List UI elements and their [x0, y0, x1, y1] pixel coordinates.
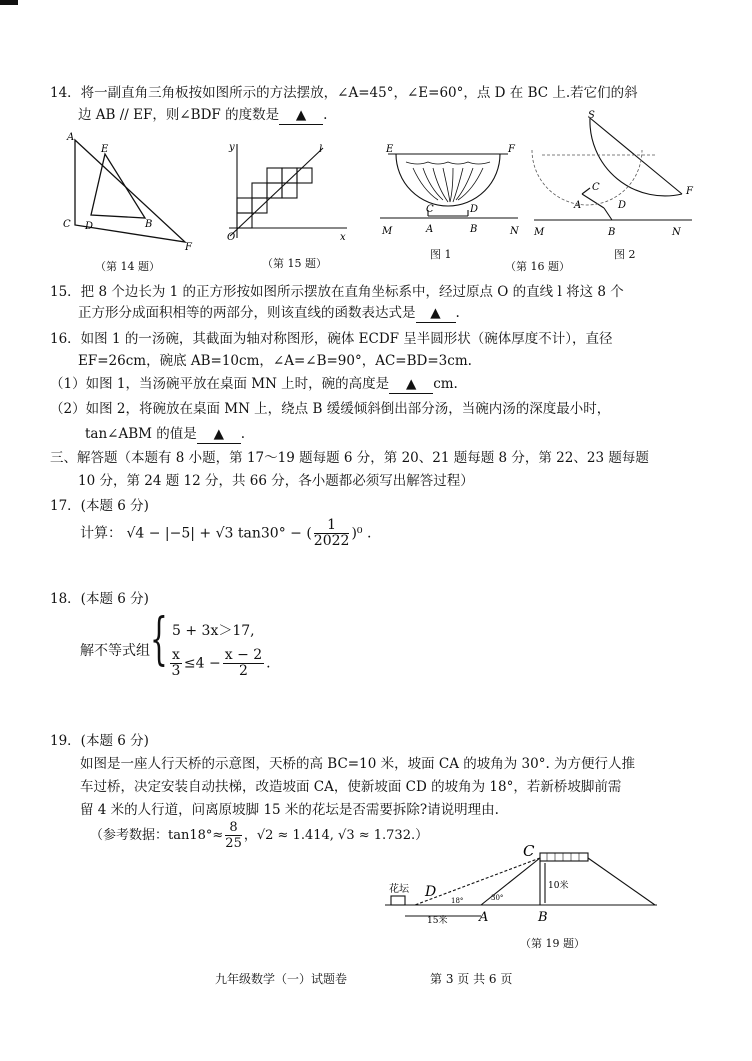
q18-ineq1: 5 + 3x＞17,: [172, 623, 255, 639]
q14-label-B: B: [145, 219, 153, 230]
q17-prefix: 计算：: [80, 525, 122, 542]
q16-line1: 16．如图 1 的一汤碗，其截面为轴对称图形，碗体 ECDF 呈半圆形状（碗体厚度不计），直径: [50, 331, 613, 347]
q16-1-label-N: N: [510, 226, 519, 237]
q16-sub2b-text: tan∠ABM 的值是: [85, 426, 197, 442]
q14-end: .: [323, 107, 328, 123]
q16-sub2-end: .: [240, 426, 246, 442]
q14-label-C: C: [63, 219, 71, 230]
footer-title: 九年级数学（一）试题卷: [215, 972, 348, 986]
q18-mid: ≤4 −: [183, 655, 221, 672]
figure-q14: [55, 130, 205, 255]
q16-sub1-end: cm.: [433, 376, 458, 392]
q19-label-B: B: [538, 910, 548, 925]
q16-2-label-F: F: [686, 186, 693, 197]
q15-label-y: y: [229, 142, 235, 153]
q15-label-l: l: [319, 144, 323, 155]
q19-ref-prefix: （参考数据：tan18°≈: [90, 828, 224, 843]
q14-label-D: D: [85, 221, 94, 232]
q17-fraction: [314, 518, 350, 549]
figure-q16-1: [378, 140, 523, 240]
q16-1-label-C: C: [426, 204, 434, 215]
q18-frac1-num: x: [172, 647, 180, 663]
q17-tail: )⁰ .: [351, 525, 372, 542]
q15-label-x: x: [340, 232, 346, 243]
q19-ref-num: 8: [225, 820, 242, 836]
q19-distance-label: 15米: [427, 916, 448, 926]
q19-head: 19．(本题 6 分): [50, 733, 149, 749]
answer-blank: ▲: [197, 425, 241, 444]
q19-label-D: D: [425, 884, 437, 900]
q19-height-label: 10米: [548, 881, 569, 891]
q16-1-label-D: D: [470, 204, 479, 215]
q19-ref-fraction: [225, 820, 242, 851]
q16-2-label-S: S: [588, 110, 595, 121]
answer-blank: ▲: [279, 106, 323, 125]
q17-expression: [80, 518, 371, 549]
q19-label-flowerbed: 花坛: [389, 884, 409, 895]
q14-line1: 14．将一副直角三角板按如图所示的方法摆放，∠A=45°，∠E=60°，点 D 在 BC 上.若它们的斜: [50, 85, 638, 101]
q18-frac1: [170, 648, 182, 679]
q18-end: .: [266, 655, 271, 672]
q19-caption: （第 19 题）: [520, 937, 585, 950]
q16-2-label-D: D: [618, 200, 627, 211]
q14-label-E: E: [101, 144, 109, 155]
q16-fig1-caption: 图 1: [430, 248, 452, 261]
q19-line3: 留 4 米的人行道，问离原坡脚 15 米的花坛是否需要拆除?请说明理由.: [80, 802, 499, 818]
answer-blank: ▲: [416, 304, 456, 323]
q16-line2: EF=26cm，碗底 AB=10cm，∠A=∠B=90°，AC=BD=3cm.: [78, 353, 472, 369]
section3-line2: 10 分，第 24 题 12 分，共 66 分，各小题都必须写出解答过程）: [78, 473, 474, 489]
q15-end: .: [455, 305, 460, 321]
section3-line1: 三、解答题（本题有 8 小题，第 17～19 题每题 6 分，第 20、21 题每题 8 分，第 22、23 题每题: [50, 450, 649, 466]
corner-mark: [0, 0, 18, 5]
q17-expr: √4 − |−5| + √3 tan30° − (: [126, 525, 312, 542]
q14-label-A: A: [67, 132, 75, 143]
q16-1-label-E: E: [386, 144, 394, 155]
q17-head: 17．(本题 6 分): [50, 498, 149, 514]
q15-line2-text: 正方形分成面积相等的两部分，则该直线的函数表达式是: [78, 305, 416, 321]
q15-caption: （第 15 题）: [262, 257, 327, 270]
q16-2-label-A: A: [574, 200, 582, 211]
q16-sub1: [50, 375, 458, 394]
q16-2-label-M: M: [534, 227, 545, 238]
q16-1-label-F: F: [508, 144, 515, 155]
q18-frac1-den: 3: [171, 663, 181, 679]
figure-q16-2: [532, 110, 702, 240]
q18-frac2-num: x − 2: [224, 647, 263, 663]
q16-sub1-text: （1）如图 1，当汤碗平放在桌面 MN 上时，碗的高度是: [50, 376, 390, 392]
q16-1-label-A: A: [426, 224, 434, 235]
q18-ineq2: [168, 648, 271, 679]
q16-sub2b: [85, 425, 245, 444]
q19-angle-18: 18°: [451, 897, 464, 905]
answer-blank: ▲: [389, 375, 433, 394]
q16-2-label-B: B: [608, 227, 616, 238]
q14-line2-text: 边 AB // EF，则∠BDF 的度数是: [78, 107, 280, 123]
q16-sub2: （2）如图 2，将碗放在桌面 MN 上，绕点 B 缓缓倾斜倒出部分汤，当碗内汤的深度最小时，: [50, 401, 611, 417]
q18-head: 18．(本题 6 分): [50, 591, 149, 607]
q19-ref-rest: ，√2 ≈ 1.414, √3 ≈ 1.732.）: [243, 828, 429, 843]
q16-2-label-N: N: [672, 227, 681, 238]
footer-page: 第 3 页 共 6 页: [430, 972, 513, 986]
figure-q19: [385, 838, 660, 938]
q19-line1: 如图是一座人行天桥的示意图，天桥的高 BC=10 米，坡面 CA 的坡角为 30°. 为方便行人推: [80, 756, 636, 772]
q18-prefix: 解不等式组: [80, 643, 150, 659]
q19-ref-den: 25: [225, 836, 242, 851]
q19-line2: 车过桥，决定安装自动扶梯，改造坡面 CA，使新坡面 CD 的坡角为 18°，若新桥坡脚前需: [80, 779, 622, 795]
q18-frac2-den: 2: [238, 663, 248, 679]
q16-fig2-caption: 图 2: [614, 248, 636, 261]
q19-label-C: C: [523, 842, 535, 860]
q19-reference: [90, 820, 428, 851]
q16-1-label-B: B: [470, 224, 478, 235]
q14-label-F: F: [185, 242, 192, 253]
q16-caption: （第 16 题）: [505, 260, 570, 273]
q17-frac-num: 1: [314, 518, 350, 534]
q14-line2: [78, 106, 327, 125]
q17-frac-den: 2022: [313, 533, 350, 549]
q19-angle-30: 30°: [491, 894, 504, 902]
figure-q15: [225, 140, 355, 245]
q19-label-A: A: [479, 910, 489, 925]
q15-line2: [78, 304, 460, 323]
q16-2-label-C: C: [592, 182, 600, 193]
q15-label-O: O: [227, 232, 236, 243]
q16-1-label-M: M: [382, 226, 393, 237]
q15-line1: 15．把 8 个边长为 1 的正方形按如图所示摆放在直角坐标系中，经过原点 O 的直线 l 将这 8 个: [50, 284, 624, 300]
q18-frac2: [223, 648, 264, 679]
q18-brace: {: [150, 607, 168, 672]
q14-caption: （第 14 题）: [95, 260, 160, 273]
